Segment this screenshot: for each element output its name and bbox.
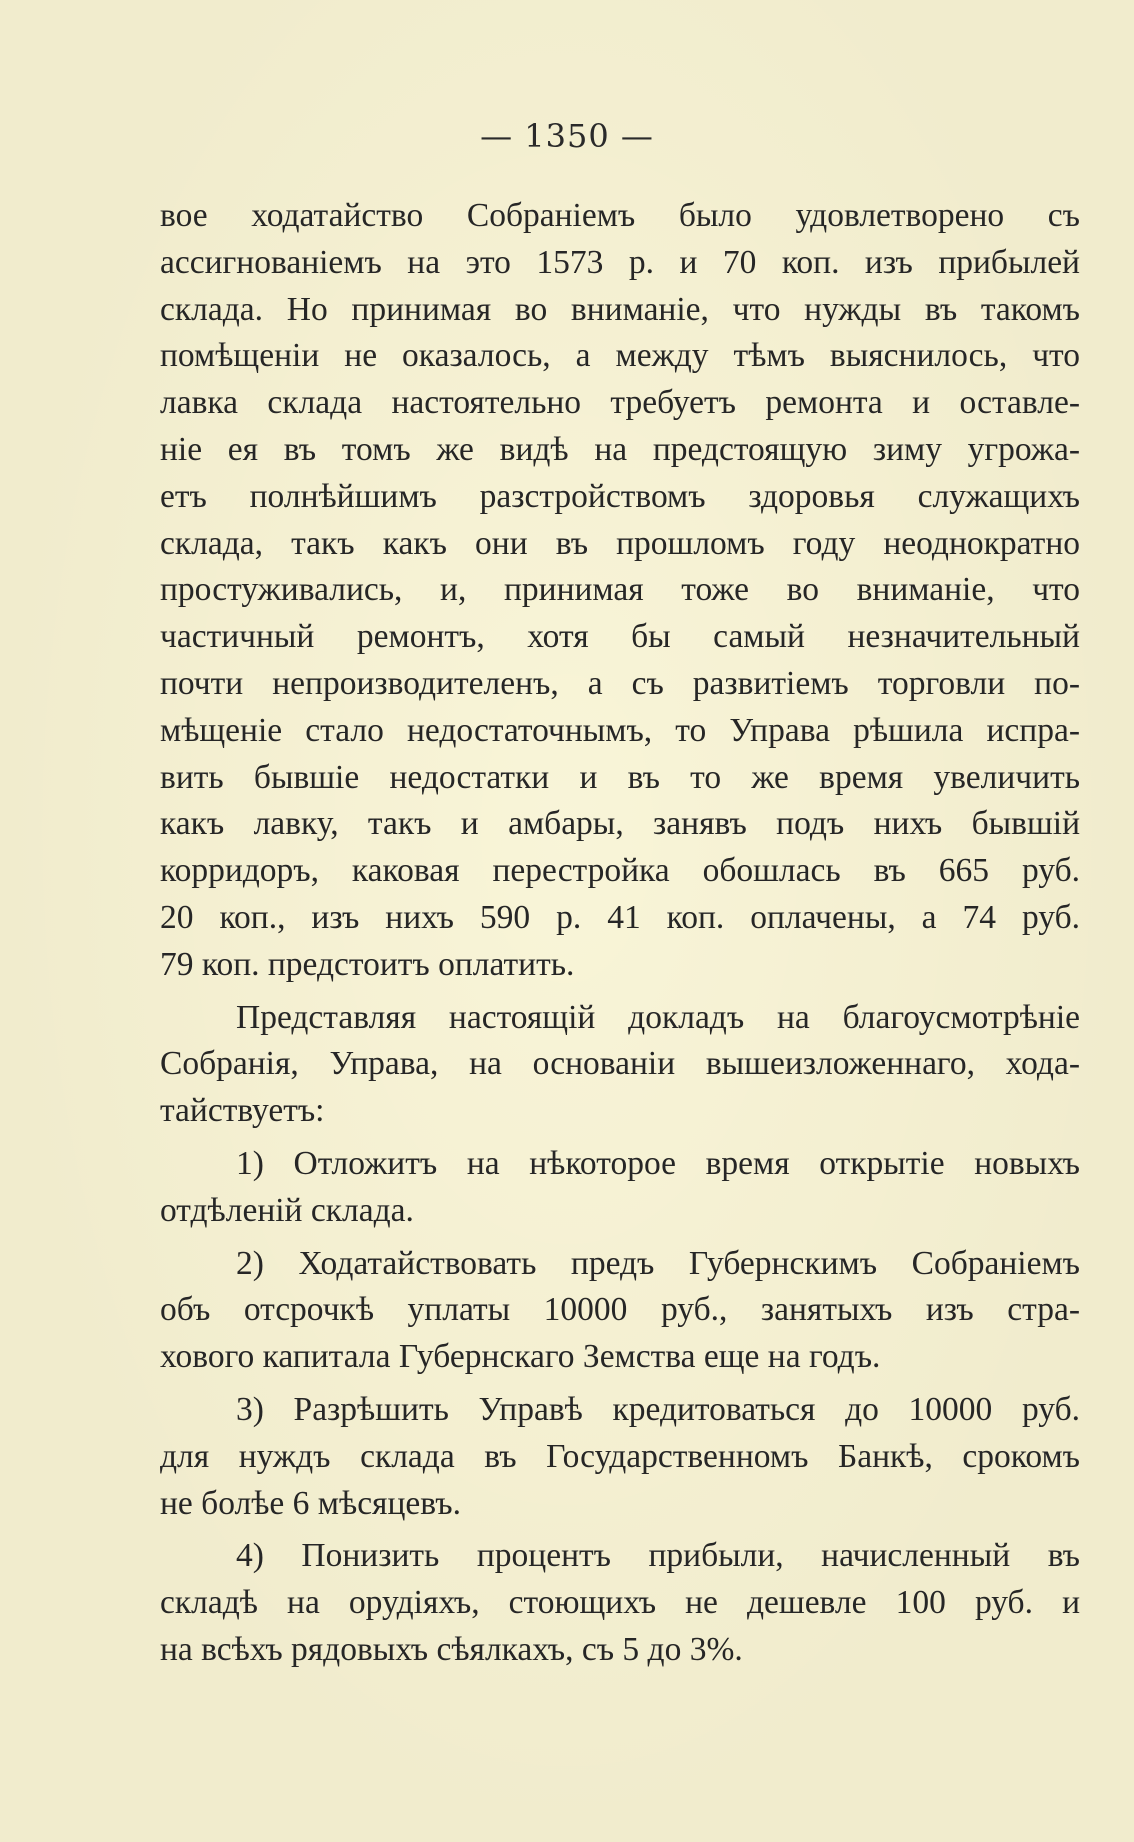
text-line: простуживались, и, принимая тоже во вниманіе, что	[160, 571, 1080, 609]
text-line: отдѣленій склада.	[160, 1191, 414, 1229]
text-line: склада, такъ какъ они въ прошломъ году неоднократно	[160, 524, 1080, 562]
list-item-3	[160, 1387, 1080, 1527]
text-line: не болѣе 6 мѣсяцевъ.	[160, 1484, 461, 1522]
text-line: почти непроизводителенъ, а съ развитіемъ торговли по-	[160, 664, 1080, 702]
paragraph-2	[160, 995, 1080, 1135]
text-line: вить бывшіе недостатки и въ то же время увеличить	[160, 758, 1080, 796]
text-line: лавка склада настоятельно требуетъ ремонта и оставле-	[160, 384, 1080, 422]
text-line: частичный ремонтъ, хотя бы самый незначительный	[160, 618, 1080, 656]
text-line: объ отсрочкѣ уплаты 10000 руб., занятыхъ изъ стра-	[160, 1291, 1080, 1329]
text-line: 20 коп., изъ нихъ 590 р. 41 коп. оплачены, а 74 руб.	[160, 898, 1080, 936]
text-line: 3) Разрѣшить Управѣ кредитоваться до 10000 руб.	[236, 1390, 1080, 1428]
text-line: складѣ на орудіяхъ, стоющихъ не дешевле 100 руб. и	[160, 1584, 1080, 1622]
text-line: хового капитала Губернскаго Земства еще на годъ.	[160, 1338, 881, 1376]
text-line: 2) Ходатайствовать предъ Губернскимъ Собраніемъ	[236, 1244, 1080, 1282]
paragraph-1	[160, 193, 1080, 989]
text-line: Представляя настоящій докладъ на благоусмотрѣніе	[236, 998, 1080, 1036]
list-item-1	[160, 1141, 1080, 1235]
text-line: для нуждъ склада въ Государственномъ Банкѣ, срокомъ	[160, 1437, 1080, 1475]
text-line: 4) Понизить процентъ прибыли, начисленный въ	[236, 1537, 1080, 1575]
text-line: вое ходатайство Собраніемъ было удовлетворено съ	[160, 197, 1080, 234]
list-item-4	[160, 1533, 1080, 1673]
text-line: какъ лавку, такъ и амбары, занявъ подъ нихъ бывшій	[160, 805, 1080, 843]
text-line: помѣщеніи не оказалось, а между тѣмъ выяснилось, что	[160, 337, 1080, 375]
text-line: етъ полнѣйшимъ разстройствомъ здоровья служащихъ	[160, 477, 1080, 515]
text-line: тайствуетъ:	[160, 1092, 325, 1130]
body-text	[160, 193, 1080, 1674]
text-line: корридоръ, каковая перестройка обошлась въ 665 руб.	[160, 852, 1080, 890]
text-line: 79 коп. предстоитъ оплатить.	[160, 945, 575, 983]
text-line: на всѣхъ рядовыхъ сѣялкахъ, съ 5 до 3%.	[160, 1630, 743, 1668]
text-line: мѣщеніе стало недостаточнымъ, то Управа рѣшила испра-	[160, 711, 1080, 749]
text-line: ніе ея въ томъ же видѣ на предстоящую зиму угрожа-	[160, 430, 1080, 468]
text-line: ассигнованіемъ на это 1573 р. и 70 коп. изъ прибылей	[160, 243, 1080, 281]
text-line: склада. Но принимая во вниманіе, что нужды въ такомъ	[160, 290, 1080, 328]
page-number: — 1350 —	[480, 117, 654, 155]
text-line: 1) Отложитъ на нѣкоторое время открытіе новыхъ	[236, 1144, 1080, 1182]
list-item-2	[160, 1241, 1080, 1381]
text-line: Собранія, Управа, на основаніи вышеизложеннаго, хода-	[160, 1045, 1080, 1083]
